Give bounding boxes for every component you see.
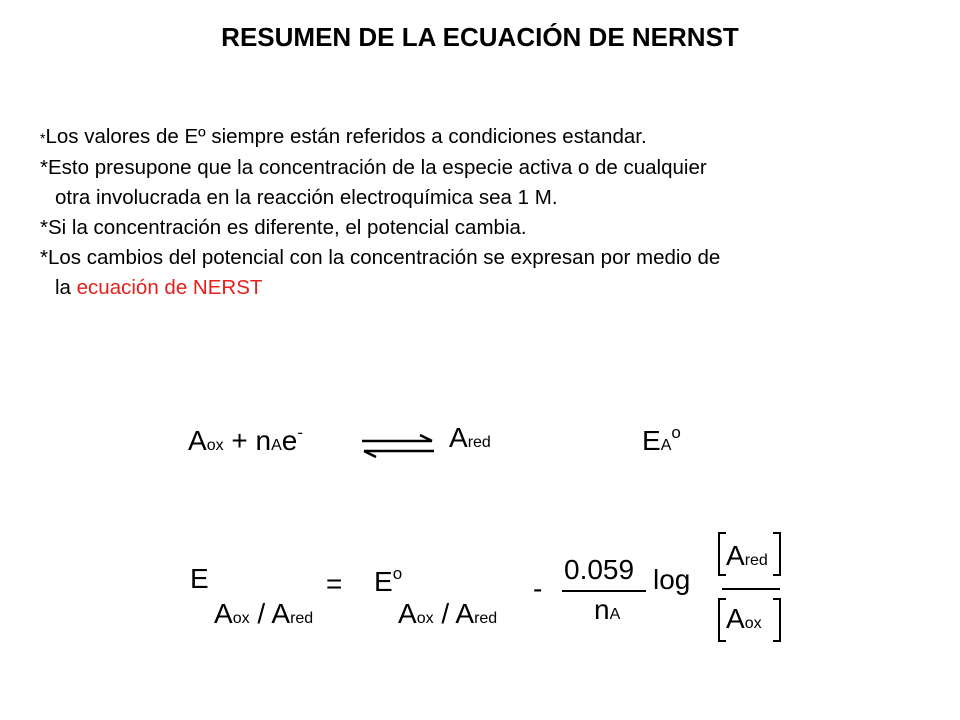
- bracket-right: [773, 532, 781, 576]
- electron-symbol: e: [281, 425, 298, 456]
- double-half-arrow-icon: [358, 433, 438, 459]
- minus-sign: -: [533, 573, 543, 604]
- highlight-text: ecuación de NERST: [76, 276, 263, 299]
- fraction-numerator: 0.059: [564, 554, 635, 585]
- superscript-o: o: [671, 423, 681, 442]
- species-symbol: A: [398, 598, 417, 629]
- subscript-red: red: [744, 552, 768, 569]
- bullet-star: *: [40, 216, 48, 239]
- concentration-ox: [726, 605, 762, 633]
- ratio-separator: /: [441, 598, 450, 629]
- ratio-subscript-right: [398, 600, 497, 628]
- fraction-denominator: [594, 596, 620, 624]
- ratio-subscript-left: [214, 600, 313, 628]
- bracket-left: [718, 598, 726, 642]
- bullet-text: otra involucrada en la reacción electroquímica sea 1 M.: [55, 186, 558, 209]
- superscript-minus: -: [297, 423, 304, 442]
- species-symbol: A: [726, 540, 745, 571]
- species-symbol: A: [455, 598, 475, 629]
- subscript-ox: ox: [744, 615, 762, 632]
- bullet-star: *: [40, 130, 46, 146]
- bullet-item: [40, 153, 720, 183]
- species-symbol: A: [214, 598, 233, 629]
- log-fraction-bar: [722, 588, 780, 590]
- potential-symbol: E: [374, 566, 393, 597]
- subscript-a: A: [660, 437, 672, 454]
- superscript-o: o: [392, 564, 403, 583]
- subscript-ox: ox: [206, 437, 224, 454]
- bullet-continuation: [40, 183, 720, 213]
- electron-count: n: [255, 425, 272, 456]
- species-symbol: A: [188, 425, 207, 456]
- bullet-list: [40, 122, 720, 303]
- concentration-red: [726, 542, 768, 570]
- bullet-text: Los cambios del potencial con la concentración se expresan por medio de: [47, 246, 721, 269]
- equals-sign: =: [326, 568, 343, 599]
- species-symbol: A: [271, 598, 291, 629]
- species-symbol: A: [449, 422, 468, 453]
- bullet-text: Esto presupone que la concentración de la especie activa o de cualquier: [47, 156, 707, 179]
- bullet-item: [40, 243, 720, 273]
- log-label: log: [653, 564, 691, 595]
- bracket-right: [773, 598, 781, 642]
- subscript-ox: ox: [232, 610, 250, 627]
- bullet-star: *: [40, 156, 48, 179]
- fraction-bar: [562, 590, 646, 592]
- bullet-text: Si la concentración es diferente, el potencial cambia.: [47, 216, 527, 239]
- electron-count: n: [594, 594, 610, 625]
- page-title: RESUMEN DE LA ECUACIÓN DE NERNST: [221, 22, 739, 52]
- bullet-text: la: [55, 276, 77, 299]
- subscript-ox: ox: [416, 610, 434, 627]
- ratio-separator: /: [257, 598, 266, 629]
- bullet-star: *: [40, 246, 48, 269]
- potential-symbol: E: [190, 563, 209, 594]
- bullet-continuation: [40, 273, 720, 303]
- reaction-left-side: [188, 424, 303, 455]
- subscript-red: red: [290, 610, 314, 627]
- standard-potential-label: [642, 424, 681, 455]
- subscript-a: A: [271, 437, 282, 454]
- species-symbol: A: [726, 603, 745, 634]
- potential-symbol: E: [642, 425, 661, 456]
- bullet-item: [40, 122, 720, 153]
- bullet-text: Los valores de Eº siempre están referidos a condiciones estandar.: [45, 125, 647, 148]
- bracket-left: [718, 532, 726, 576]
- standard-potential-symbol: [374, 565, 402, 596]
- subscript-a: A: [609, 606, 621, 623]
- bullet-item: [40, 213, 720, 243]
- subscript-red: red: [474, 610, 498, 627]
- plus-sign: +: [231, 425, 248, 456]
- reaction-right-side: [449, 424, 491, 452]
- subscript-red: red: [467, 434, 491, 451]
